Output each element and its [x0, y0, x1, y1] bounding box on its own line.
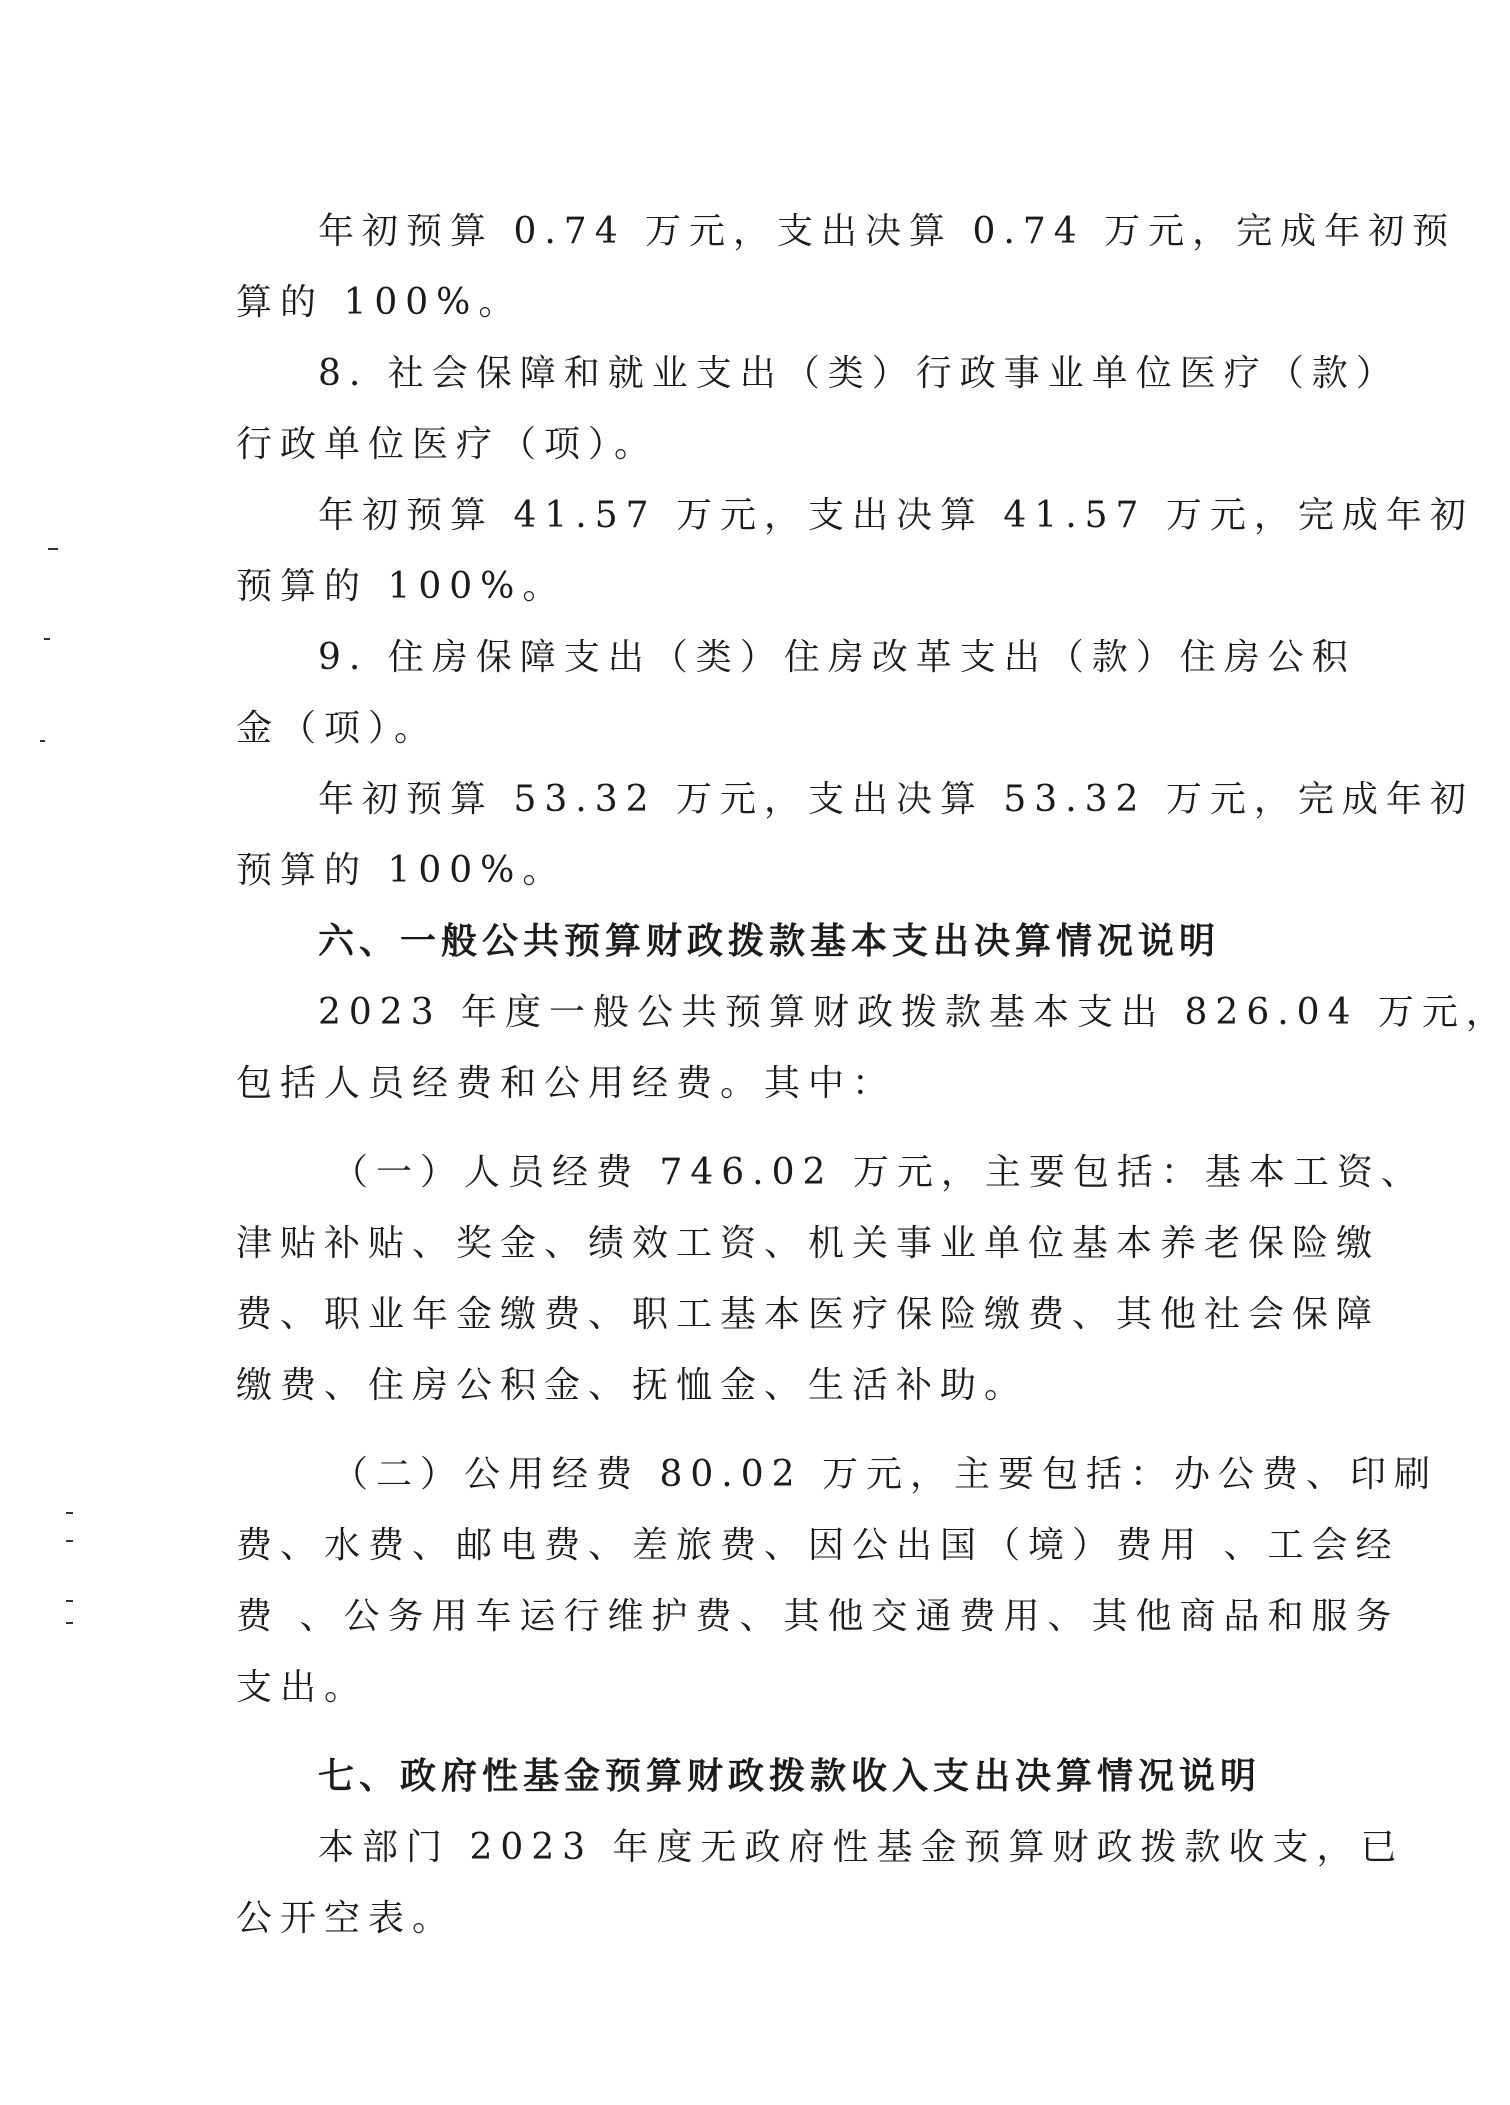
- paragraph-line: 2023 年度一般公共预算财政拨款基本支出 826.04 万元，: [318, 992, 1510, 1033]
- section-heading-7: 七、政府性基金预算财政拨款收入支出决算情况说明: [318, 1755, 1262, 1797]
- scan-mark: [48, 548, 58, 550]
- scan-mark: [66, 1622, 73, 1624]
- document-body: [236, 196, 1510, 1954]
- paragraph-line: （二）公用经费 80.02 万元，主要包括：办公费、印刷: [332, 1454, 1438, 1495]
- item-heading-8: 8. 社会保障和就业支出（类）行政事业单位医疗（款）: [318, 353, 1400, 394]
- paragraph-line: 年初预算 53.32 万元，支出决算 53.32 万元，完成年初: [318, 779, 1474, 820]
- paragraph-line: 公开空表。: [236, 1898, 457, 1939]
- paragraph-line: 年初预算 0.74 万元，支出决算 0.74 万元，完成年初预: [318, 211, 1457, 252]
- paragraph-line: 费、职业年金缴费、职工基本医疗保险缴费、其他社会保障: [236, 1294, 1381, 1335]
- scan-mark: [66, 1512, 73, 1514]
- paragraph-line: （一）人员经费 746.02 万元，主要包括：基本工资、: [332, 1152, 1425, 1193]
- scan-mark: [40, 740, 45, 742]
- paragraph-line: 包括人员经费和公用经费。其中：: [236, 1063, 897, 1104]
- paragraph-line: 费 、公务用车运行维护费、其他交通费用、其他商品和服务: [236, 1596, 1400, 1637]
- scan-mark: [66, 1540, 73, 1542]
- scan-mark: [44, 638, 50, 640]
- scan-mark: [66, 1600, 73, 1602]
- paragraph-line: 津贴补贴、奖金、绩效工资、机关事业单位基本养老保险缴: [236, 1223, 1381, 1264]
- item-heading-9-cont: 金（项）。: [236, 708, 439, 749]
- paragraph-line: 年初预算 41.57 万元，支出决算 41.57 万元，完成年初: [318, 495, 1474, 536]
- paragraph-line: 费、水费、邮电费、差旅费、因公出国（境）费用 、工会经: [236, 1525, 1400, 1566]
- paragraph-line: 支出。: [236, 1667, 369, 1708]
- paragraph-line: 预算的 100%。: [236, 850, 567, 891]
- item-heading-8-cont: 行政单位医疗（项）。: [236, 424, 659, 465]
- paragraph-line: 缴费、住房公积金、抚恤金、生活补助。: [236, 1365, 1029, 1406]
- paragraph-line: 算的 100%。: [236, 282, 523, 323]
- item-heading-9: 9. 住房保障支出（类）住房改革支出（款）住房公积: [318, 637, 1356, 678]
- section-heading-6: 六、一般公共预算财政拨款基本支出决算情况说明: [318, 920, 1221, 962]
- paragraph-line: 本部门 2023 年度无政府性基金预算财政拨款收支，已: [318, 1827, 1405, 1868]
- paragraph-line: 预算的 100%。: [236, 566, 567, 607]
